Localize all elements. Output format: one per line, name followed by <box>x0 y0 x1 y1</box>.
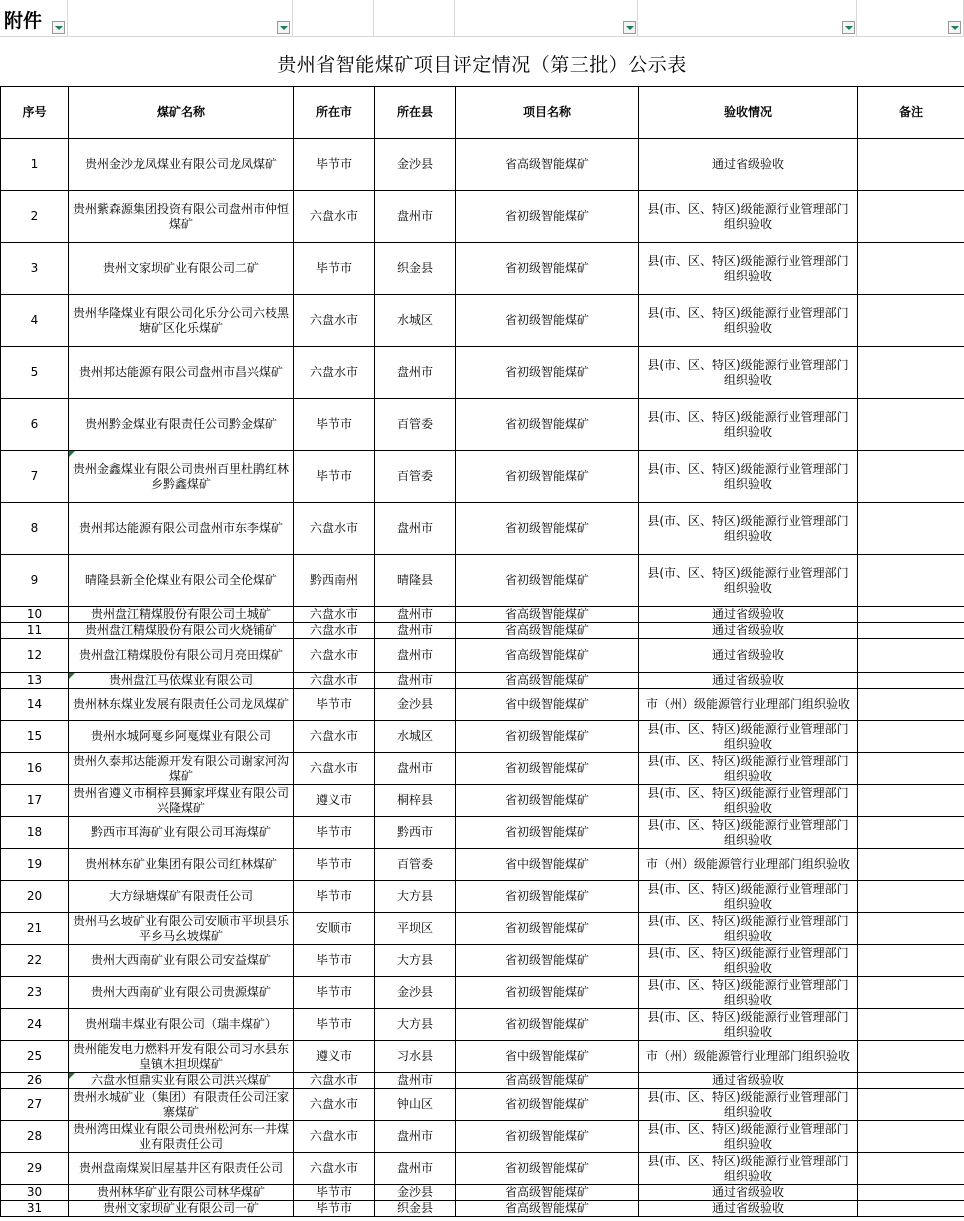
header-acceptance: 验收情况 <box>639 87 858 139</box>
cell-city[interactable]: 遵义市 <box>294 1041 375 1073</box>
cell-note[interactable] <box>858 1009 964 1041</box>
cell-project[interactable]: 省初级智能煤矿 <box>456 913 639 945</box>
cell-project[interactable]: 省初级智能煤矿 <box>456 555 639 607</box>
cell-note[interactable] <box>858 1153 964 1185</box>
cell-project[interactable]: 省高级智能煤矿 <box>456 639 639 673</box>
cell-city[interactable]: 毕节市 <box>294 689 375 721</box>
cell-project[interactable]: 省初级智能煤矿 <box>456 1153 639 1185</box>
cell-county[interactable]: 大方县 <box>375 945 456 977</box>
cell-name[interactable]: 贵州盘江精煤股份有限公司火烧铺矿 <box>69 623 294 639</box>
cell-city[interactable]: 毕节市 <box>294 1185 375 1201</box>
cell-project[interactable]: 省高级智能煤矿 <box>456 1073 639 1089</box>
cell-city[interactable]: 六盘水市 <box>294 1121 375 1153</box>
cell-marker-icon <box>69 673 75 679</box>
cell-note[interactable] <box>858 673 964 689</box>
cell-note[interactable] <box>858 555 964 607</box>
cell-name[interactable]: 贵州湾田煤业有限公司贵州松河东一井煤业有限责任公司 <box>69 1121 294 1153</box>
cell-city[interactable]: 毕节市 <box>294 399 375 451</box>
cell-note[interactable] <box>858 607 964 623</box>
cell-note[interactable] <box>858 1185 964 1201</box>
table-row <box>1 1185 964 1201</box>
cell-name[interactable]: 贵州华隆煤业有限公司化乐分公司六枝黑塘矿区化乐煤矿 <box>69 295 294 347</box>
cell-city[interactable]: 毕节市 <box>294 849 375 881</box>
cell-acceptance[interactable]: 县(市、区、特区)级能源行业管理部门组织验收 <box>639 721 858 753</box>
cell-project[interactable]: 省初级智能煤矿 <box>456 399 639 451</box>
cell-no[interactable]: 2 <box>1 191 69 243</box>
filter-dropdown-icon[interactable] <box>842 21 855 34</box>
cell-county[interactable]: 习水县 <box>375 1041 456 1073</box>
table-row <box>1 817 964 849</box>
cell-project[interactable]: 省初级智能煤矿 <box>456 1089 639 1121</box>
cell-acceptance[interactable]: 县(市、区、特区)级能源行业管理部门组织验收 <box>639 503 858 555</box>
cell-county[interactable]: 金沙县 <box>375 1185 456 1201</box>
cell-city[interactable]: 黔西南州 <box>294 555 375 607</box>
table-row <box>1 1153 964 1185</box>
cell-note[interactable] <box>858 753 964 785</box>
filter-cell <box>857 0 964 36</box>
cell-project[interactable]: 省初级智能煤矿 <box>456 1121 639 1153</box>
header-no: 序号 <box>1 87 69 139</box>
cell-name[interactable]: 贵州水城阿戛乡阿戛煤业有限公司 <box>69 721 294 753</box>
cell-no[interactable]: 20 <box>1 881 69 913</box>
filter-cell <box>374 0 455 36</box>
cell-no[interactable]: 5 <box>1 347 69 399</box>
cell-note[interactable] <box>858 817 964 849</box>
filter-dropdown-icon[interactable] <box>623 21 636 34</box>
cell-name[interactable]: 贵州水城矿业（集团）有限责任公司汪家寨煤矿 <box>69 1089 294 1121</box>
cell-city[interactable]: 六盘水市 <box>294 1073 375 1089</box>
cell-acceptance[interactable]: 县(市、区、特区)级能源行业管理部门组织验收 <box>639 347 858 399</box>
cell-acceptance[interactable]: 通过省级验收 <box>639 1073 858 1089</box>
cell-acceptance[interactable]: 县(市、区、特区)级能源行业管理部门组织验收 <box>639 881 858 913</box>
cell-note[interactable] <box>858 689 964 721</box>
table-row <box>1 881 964 913</box>
cell-name[interactable]: 贵州邦达能源有限公司盘州市东李煤矿 <box>69 503 294 555</box>
cell-no[interactable]: 31 <box>1 1201 69 1217</box>
cell-no[interactable]: 24 <box>1 1009 69 1041</box>
cell-acceptance[interactable]: 市（州）级能源管行业理部门组织验收 <box>639 689 858 721</box>
header-project: 项目名称 <box>456 87 639 139</box>
cell-name[interactable]: 黔西市耳海矿业有限公司耳海煤矿 <box>69 817 294 849</box>
table-row <box>1 785 964 817</box>
cell-no[interactable]: 4 <box>1 295 69 347</box>
cell-name[interactable]: 贵州大西南矿业有限公司贵源煤矿 <box>69 977 294 1009</box>
cell-name[interactable]: 贵州金沙龙凤煤业有限公司龙凤煤矿 <box>69 139 294 191</box>
cell-project[interactable]: 省高级智能煤矿 <box>456 1185 639 1201</box>
table-row <box>1 1041 964 1073</box>
attachment-label: 附件 <box>4 10 43 32</box>
cell-name[interactable]: 贵州林华矿业有限公司林华煤矿 <box>69 1185 294 1201</box>
cell-county[interactable]: 金沙县 <box>375 139 456 191</box>
cell-acceptance[interactable]: 通过省级验收 <box>639 1201 858 1217</box>
cell-county[interactable]: 桐梓县 <box>375 785 456 817</box>
cell-note[interactable] <box>858 347 964 399</box>
cell-county[interactable]: 织金县 <box>375 243 456 295</box>
cell-county[interactable]: 百管委 <box>375 399 456 451</box>
cell-no[interactable]: 10 <box>1 607 69 623</box>
cell-city[interactable]: 毕节市 <box>294 451 375 503</box>
cell-name[interactable]: 贵州马幺坡矿业有限公司安顺市平坝县乐平乡马幺坡煤矿 <box>69 913 294 945</box>
cell-no[interactable]: 21 <box>1 913 69 945</box>
table-row <box>1 1009 964 1041</box>
table-row <box>1 451 964 503</box>
table-row <box>1 295 964 347</box>
cell-note[interactable] <box>858 945 964 977</box>
cell-city[interactable]: 六盘水市 <box>294 1089 375 1121</box>
cell-name[interactable]: 贵州盘江马依煤业有限公司 <box>69 673 294 689</box>
cell-city[interactable]: 六盘水市 <box>294 721 375 753</box>
cell-project[interactable]: 省中级智能煤矿 <box>456 689 639 721</box>
header-county: 所在县 <box>375 87 456 139</box>
cell-project[interactable]: 省中级智能煤矿 <box>456 849 639 881</box>
cell-project[interactable]: 省初级智能煤矿 <box>456 191 639 243</box>
cell-no[interactable]: 11 <box>1 623 69 639</box>
table-row <box>1 1089 964 1121</box>
cell-name[interactable]: 贵州省遵义市桐梓县狮家坪煤业有限公司兴隆煤矿 <box>69 785 294 817</box>
cell-city[interactable]: 六盘水市 <box>294 623 375 639</box>
header-note: 备注 <box>858 87 964 139</box>
cell-no[interactable]: 25 <box>1 1041 69 1073</box>
cell-no[interactable]: 19 <box>1 849 69 881</box>
filter-row <box>0 0 964 36</box>
cell-acceptance[interactable]: 市（州）级能源管行业理部门组织验收 <box>639 849 858 881</box>
cell-city[interactable]: 毕节市 <box>294 1201 375 1217</box>
table-row <box>1 347 964 399</box>
cell-county[interactable]: 盘州市 <box>375 1073 456 1089</box>
cell-acceptance[interactable]: 县(市、区、特区)级能源行业管理部门组织验收 <box>639 785 858 817</box>
table-row <box>1 243 964 295</box>
cell-no[interactable]: 14 <box>1 689 69 721</box>
cell-acceptance[interactable]: 县(市、区、特区)级能源行业管理部门组织验收 <box>639 295 858 347</box>
table-row <box>1 945 964 977</box>
table-row <box>1 1121 964 1153</box>
cell-county[interactable]: 织金县 <box>375 1201 456 1217</box>
cell-project[interactable]: 省初级智能煤矿 <box>456 785 639 817</box>
cell-county[interactable]: 盘州市 <box>375 503 456 555</box>
table-row <box>1 1201 964 1217</box>
cell-county[interactable]: 盘州市 <box>375 607 456 623</box>
cell-no[interactable]: 8 <box>1 503 69 555</box>
cell-county[interactable]: 平坝区 <box>375 913 456 945</box>
cell-county[interactable]: 钟山区 <box>375 1089 456 1121</box>
cell-project[interactable]: 省初级智能煤矿 <box>456 977 639 1009</box>
cell-acceptance[interactable]: 县(市、区、特区)级能源行业管理部门组织验收 <box>639 817 858 849</box>
cell-name[interactable]: 大方绿塘煤矿有限责任公司 <box>69 881 294 913</box>
cell-project[interactable]: 省初级智能煤矿 <box>456 721 639 753</box>
cell-name[interactable]: 贵州黔金煤业有限责任公司黔金煤矿 <box>69 399 294 451</box>
cell-name[interactable]: 贵州盘江精煤股份有限公司月亮田煤矿 <box>69 639 294 673</box>
table-row <box>1 849 964 881</box>
cell-acceptance[interactable]: 县(市、区、特区)级能源行业管理部门组织验收 <box>639 913 858 945</box>
cell-marker-icon <box>69 1073 75 1079</box>
cell-no[interactable]: 3 <box>1 243 69 295</box>
cell-name[interactable]: 六盘水恒鼎实业有限公司洪兴煤矿 <box>69 1073 294 1089</box>
cell-city[interactable]: 毕节市 <box>294 1009 375 1041</box>
cell-name[interactable]: 贵州久泰邦达能源开发有限公司谢家河沟煤矿 <box>69 753 294 785</box>
cell-city[interactable]: 六盘水市 <box>294 753 375 785</box>
cell-acceptance[interactable]: 县(市、区、特区)级能源行业管理部门组织验收 <box>639 1089 858 1121</box>
cell-note[interactable] <box>858 881 964 913</box>
cell-city[interactable]: 六盘水市 <box>294 607 375 623</box>
cell-note[interactable] <box>858 977 964 1009</box>
cell-acceptance[interactable]: 通过省级验收 <box>639 1185 858 1201</box>
filter-cell <box>68 0 293 36</box>
table-row <box>1 1073 964 1089</box>
cell-no[interactable]: 26 <box>1 1073 69 1089</box>
cell-project[interactable]: 省初级智能煤矿 <box>456 881 639 913</box>
cell-note[interactable] <box>858 295 964 347</box>
cell-name[interactable]: 贵州瑞丰煤业有限公司（瑞丰煤矿） <box>69 1009 294 1041</box>
cell-acceptance[interactable]: 通过省级验收 <box>639 607 858 623</box>
cell-no[interactable]: 15 <box>1 721 69 753</box>
table-row <box>1 399 964 451</box>
table-row <box>1 913 964 945</box>
cell-project[interactable]: 省高级智能煤矿 <box>456 623 639 639</box>
header-row <box>1 87 964 139</box>
cell-name[interactable]: 贵州林东煤业发展有限责任公司龙凤煤矿 <box>69 689 294 721</box>
filter-dropdown-icon[interactable] <box>52 21 65 34</box>
cell-acceptance[interactable]: 县(市、区、特区)级能源行业管理部门组织验收 <box>639 1121 858 1153</box>
cell-project[interactable]: 省初级智能煤矿 <box>456 295 639 347</box>
cell-acceptance[interactable]: 县(市、区、特区)级能源行业管理部门组织验收 <box>639 555 858 607</box>
cell-no[interactable]: 7 <box>1 451 69 503</box>
cell-name[interactable]: 贵州文家坝矿业有限公司二矿 <box>69 243 294 295</box>
cell-project[interactable]: 省初级智能煤矿 <box>456 243 639 295</box>
table-row <box>1 753 964 785</box>
cell-county[interactable]: 晴隆县 <box>375 555 456 607</box>
cell-county[interactable]: 金沙县 <box>375 977 456 1009</box>
cell-county[interactable]: 盘州市 <box>375 639 456 673</box>
cell-acceptance[interactable]: 通过省级验收 <box>639 673 858 689</box>
cell-acceptance[interactable]: 县(市、区、特区)级能源行业管理部门组织验收 <box>639 753 858 785</box>
cell-marker-icon <box>69 451 75 457</box>
cell-no[interactable]: 16 <box>1 753 69 785</box>
table-row <box>1 639 964 673</box>
cell-acceptance[interactable]: 市（州）级能源管行业理部门组织验收 <box>639 1041 858 1073</box>
table-row <box>1 139 964 191</box>
cell-county[interactable]: 盘州市 <box>375 623 456 639</box>
table-row <box>1 503 964 555</box>
cell-note[interactable] <box>858 451 964 503</box>
cell-no[interactable]: 23 <box>1 977 69 1009</box>
cell-no[interactable]: 22 <box>1 945 69 977</box>
cell-acceptance[interactable]: 县(市、区、特区)级能源行业管理部门组织验收 <box>639 399 858 451</box>
cell-note[interactable] <box>858 139 964 191</box>
filter-dropdown-icon[interactable] <box>948 21 961 34</box>
cell-city[interactable]: 六盘水市 <box>294 1153 375 1185</box>
cell-city[interactable]: 六盘水市 <box>294 295 375 347</box>
cell-note[interactable] <box>858 1201 964 1217</box>
cell-no[interactable]: 12 <box>1 639 69 673</box>
page-title: 贵州省智能煤矿项目评定情况（第三批）公示表 <box>277 54 687 76</box>
cell-no[interactable]: 29 <box>1 1153 69 1185</box>
cell-no[interactable]: 13 <box>1 673 69 689</box>
cell-project[interactable]: 省高级智能煤矿 <box>456 607 639 623</box>
cell-name[interactable]: 贵州盘南煤炭旧屋基井区有限责任公司 <box>69 1153 294 1185</box>
cell-name[interactable]: 贵州文家坝矿业有限公司一矿 <box>69 1201 294 1217</box>
cell-no[interactable]: 28 <box>1 1121 69 1153</box>
cell-acceptance[interactable]: 通过省级验收 <box>639 639 858 673</box>
cell-name[interactable]: 贵州邦达能源有限公司盘州市昌兴煤矿 <box>69 347 294 399</box>
cell-project[interactable]: 省高级智能煤矿 <box>456 673 639 689</box>
cell-note[interactable] <box>858 1089 964 1121</box>
cell-project[interactable]: 省初级智能煤矿 <box>456 1009 639 1041</box>
cell-name[interactable]: 贵州大西南矿业有限公司安益煤矿 <box>69 945 294 977</box>
cell-city[interactable]: 毕节市 <box>294 817 375 849</box>
cell-county[interactable]: 大方县 <box>375 1009 456 1041</box>
table-row <box>1 607 964 623</box>
cell-county[interactable]: 水城区 <box>375 295 456 347</box>
cell-no[interactable]: 18 <box>1 817 69 849</box>
cell-note[interactable] <box>858 639 964 673</box>
cell-city[interactable]: 遵义市 <box>294 785 375 817</box>
cell-county[interactable]: 盘州市 <box>375 347 456 399</box>
cell-no[interactable]: 1 <box>1 139 69 191</box>
header-name: 煤矿名称 <box>69 87 294 139</box>
cell-note[interactable] <box>858 1041 964 1073</box>
cell-project[interactable]: 省初级智能煤矿 <box>456 753 639 785</box>
cell-project[interactable]: 省初级智能煤矿 <box>456 503 639 555</box>
cell-note[interactable] <box>858 623 964 639</box>
cell-no[interactable]: 30 <box>1 1185 69 1201</box>
cell-city[interactable]: 六盘水市 <box>294 503 375 555</box>
cell-note[interactable] <box>858 849 964 881</box>
header-city: 所在市 <box>294 87 375 139</box>
cell-county[interactable]: 百管委 <box>375 849 456 881</box>
cell-county[interactable]: 金沙县 <box>375 689 456 721</box>
table-row <box>1 689 964 721</box>
cell-acceptance[interactable]: 县(市、区、特区)级能源行业管理部门组织验收 <box>639 451 858 503</box>
cell-county[interactable]: 盘州市 <box>375 191 456 243</box>
cell-project[interactable]: 省中级智能煤矿 <box>456 1041 639 1073</box>
cell-county[interactable]: 大方县 <box>375 881 456 913</box>
cell-acceptance[interactable]: 县(市、区、特区)级能源行业管理部门组织验收 <box>639 243 858 295</box>
cell-county[interactable]: 盘州市 <box>375 673 456 689</box>
cell-project[interactable]: 省初级智能煤矿 <box>456 347 639 399</box>
cell-city[interactable]: 毕节市 <box>294 977 375 1009</box>
cell-name[interactable]: 贵州林东矿业集团有限公司红林煤矿 <box>69 849 294 881</box>
cell-project[interactable]: 省初级智能煤矿 <box>456 451 639 503</box>
cell-name[interactable]: 贵州盘江精煤股份有限公司土城矿 <box>69 607 294 623</box>
cell-name[interactable]: 贵州能发电力燃料开发有限公司习水县东皇镇木担坝煤矿 <box>69 1041 294 1073</box>
filter-cell <box>455 0 638 36</box>
cell-note[interactable] <box>858 191 964 243</box>
cell-note[interactable] <box>858 503 964 555</box>
cell-note[interactable] <box>858 785 964 817</box>
cell-project[interactable]: 省高级智能煤矿 <box>456 1201 639 1217</box>
table-row <box>1 673 964 689</box>
cell-project[interactable]: 省初级智能煤矿 <box>456 817 639 849</box>
filter-dropdown-icon[interactable] <box>277 21 290 34</box>
cell-name[interactable]: 晴隆县新全伦煤业有限公司全伦煤矿 <box>69 555 294 607</box>
cell-note[interactable] <box>858 721 964 753</box>
cell-note[interactable] <box>858 1121 964 1153</box>
title-row <box>0 36 964 86</box>
cell-note[interactable] <box>858 243 964 295</box>
cell-city[interactable]: 六盘水市 <box>294 639 375 673</box>
cell-county[interactable]: 盘州市 <box>375 1153 456 1185</box>
cell-no[interactable]: 6 <box>1 399 69 451</box>
filter-cell <box>638 0 857 36</box>
cell-acceptance[interactable]: 县(市、区、特区)级能源行业管理部门组织验收 <box>639 977 858 1009</box>
cell-project[interactable]: 省高级智能煤矿 <box>456 139 639 191</box>
cell-acceptance[interactable]: 县(市、区、特区)级能源行业管理部门组织验收 <box>639 1009 858 1041</box>
cell-city[interactable]: 六盘水市 <box>294 191 375 243</box>
cell-note[interactable] <box>858 913 964 945</box>
table-row <box>1 623 964 639</box>
data-table <box>0 86 964 1217</box>
cell-acceptance[interactable]: 县(市、区、特区)级能源行业管理部门组织验收 <box>639 945 858 977</box>
cell-acceptance[interactable]: 县(市、区、特区)级能源行业管理部门组织验收 <box>639 191 858 243</box>
cell-no[interactable]: 9 <box>1 555 69 607</box>
cell-city[interactable]: 毕节市 <box>294 243 375 295</box>
table-row <box>1 555 964 607</box>
cell-no[interactable]: 27 <box>1 1089 69 1121</box>
table-row <box>1 721 964 753</box>
cell-city[interactable]: 毕节市 <box>294 139 375 191</box>
cell-county[interactable]: 盘州市 <box>375 1121 456 1153</box>
cell-acceptance[interactable]: 通过省级验收 <box>639 623 858 639</box>
cell-acceptance[interactable]: 县(市、区、特区)级能源行业管理部门组织验收 <box>639 1153 858 1185</box>
cell-city[interactable]: 毕节市 <box>294 945 375 977</box>
cell-name[interactable]: 贵州紫森源集团投资有限公司盘州市仲恒煤矿 <box>69 191 294 243</box>
cell-city[interactable]: 安顺市 <box>294 913 375 945</box>
cell-city[interactable]: 六盘水市 <box>294 673 375 689</box>
filter-cell <box>293 0 374 36</box>
cell-no[interactable]: 17 <box>1 785 69 817</box>
cell-county[interactable]: 百管委 <box>375 451 456 503</box>
cell-note[interactable] <box>858 1073 964 1089</box>
filter-cell <box>0 0 68 36</box>
cell-county[interactable]: 水城区 <box>375 721 456 753</box>
table-body <box>1 139 964 1217</box>
cell-project[interactable]: 省初级智能煤矿 <box>456 945 639 977</box>
cell-note[interactable] <box>858 399 964 451</box>
table-row <box>1 191 964 243</box>
cell-city[interactable]: 六盘水市 <box>294 347 375 399</box>
cell-acceptance[interactable]: 通过省级验收 <box>639 139 858 191</box>
table-row <box>1 977 964 1009</box>
cell-city[interactable]: 毕节市 <box>294 881 375 913</box>
cell-county[interactable]: 盘州市 <box>375 753 456 785</box>
cell-name[interactable]: 贵州金鑫煤业有限公司贵州百里杜鹃红林乡黔鑫煤矿 <box>69 451 294 503</box>
cell-county[interactable]: 黔西市 <box>375 817 456 849</box>
